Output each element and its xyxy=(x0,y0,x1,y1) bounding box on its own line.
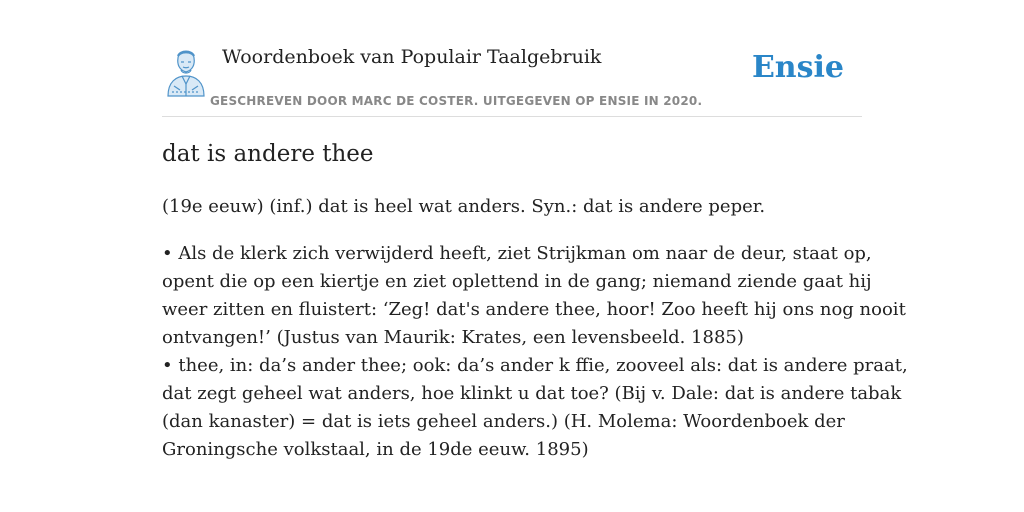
entry-definition: (19e eeuw) (inf.) dat is heel wat anders. Syn.: dat is andere peper. xyxy=(162,196,766,217)
quote-line: weer zitten en fluistert: ‘Zeg! dat's andere thee, hoor! Zoo heeft hij ons nog nooit xyxy=(162,299,906,320)
quote-line: • Als de klerk zich verwijderd heeft, ziet Strijkman om naar de deur, staat op, xyxy=(162,243,872,264)
quote-line: (dan kanaster) = dat is iets geheel anders.) (H. Molema: Woordenboek der xyxy=(162,411,845,432)
quote-line: • thee, in: da’s ander thee; ook: da’s ander k ffie, zooveel als: dat is andere praat, xyxy=(162,355,908,376)
book-title[interactable]: Woordenboek van Populair Taalgebruik xyxy=(222,46,602,68)
page-header xyxy=(162,42,862,117)
ensie-logo-link[interactable]: Ensie xyxy=(751,50,844,85)
author-portrait-icon xyxy=(162,46,210,98)
quote-line: opent die op een kiertje en ziet oplettend in de gang; niemand ziende gaat hij xyxy=(162,271,872,292)
quote-line: Groningsche volkstaal, in de 19de eeuw. 1895) xyxy=(162,439,589,460)
quote-line: ontvangen!’ (Justus van Maurik: Krates, een levensbeeld. 1885) xyxy=(162,327,744,348)
byline: GESCHREVEN DOOR MARC DE COSTER. UITGEGEVEN OP ENSIE IN 2020. xyxy=(210,94,703,108)
entry-term: dat is andere thee xyxy=(162,141,374,167)
entry-quotes xyxy=(162,240,908,464)
quote-line: dat zegt geheel wat anders, hoe klinkt u dat toe? (Bij v. Dale: dat is andere tabak xyxy=(162,383,902,404)
